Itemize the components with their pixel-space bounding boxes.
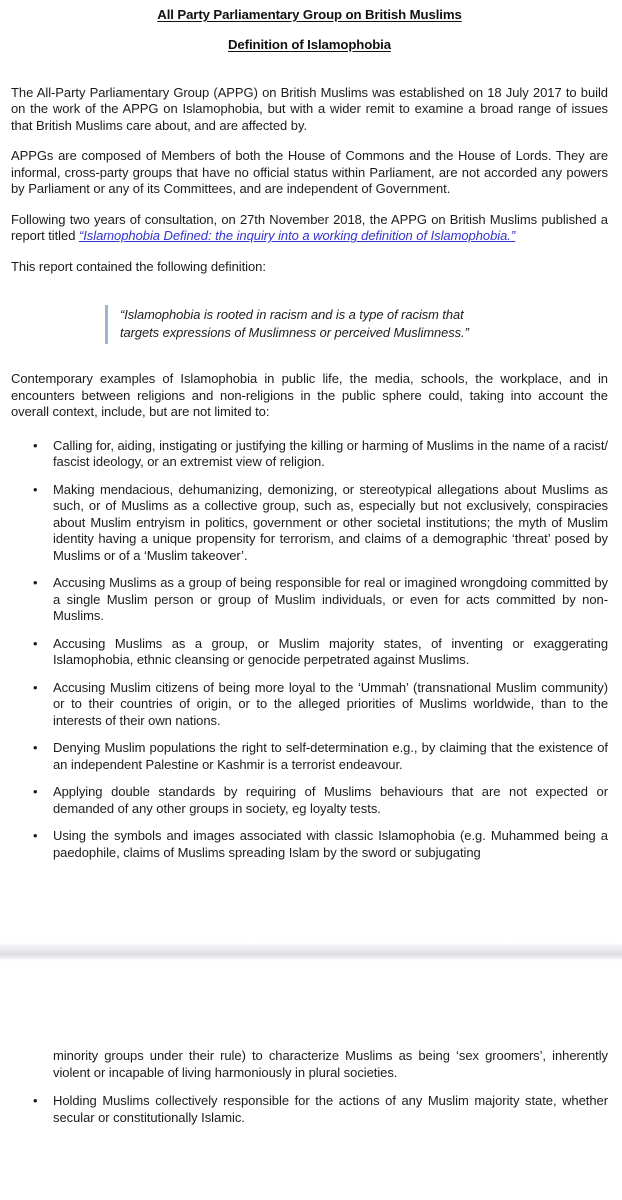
- definition-blockquote: [105, 305, 608, 344]
- bullet-icon: •: [33, 481, 38, 497]
- bullet-icon: •: [33, 740, 38, 756]
- paragraph-definition-lead: This report contained the following definition:: [11, 258, 266, 274]
- bullet-icon: •: [33, 1093, 38, 1109]
- document-page-two: [0, 1048, 622, 1126]
- page-subtitle: [11, 24, 608, 54]
- bullet-icon: •: [33, 437, 38, 453]
- bullet-icon: •: [33, 575, 38, 591]
- list-item: [11, 828, 608, 861]
- list-item: [11, 575, 608, 625]
- list-item-text: Applying double standards by requiring of Muslims behaviours that are not expected or demanded of any other groups in society, eg loyalty tests.: [53, 784, 608, 816]
- list-item: [11, 680, 608, 730]
- report-link[interactable]: “Islamophobia Defined: the inquiry into a working definition of Islamophobia.”: [78, 228, 516, 244]
- blockquote-line-1: “Islamophobia is rooted in racism and is a type of racism that: [120, 307, 464, 323]
- list-item: [11, 438, 608, 471]
- list-item: [11, 740, 608, 773]
- list-item-text: Making mendacious, dehumanizing, demonizing, or stereotypical allegations about Muslims as such, or of Muslims as a collective group, such as, especially but not exclusively, conspiracies about Muslim entryism in politics, government or other societal institutions; the myth of Muslim identity having a unique propensity for terrorism, and claims of a demographic ‘threat’ posed by Muslims or of a ‘Muslim takeover’.: [53, 481, 608, 563]
- examples-list-page-one: [11, 438, 608, 862]
- blockquote-line-2: targets expressions of Muslimness or perceived Muslimness.”: [120, 325, 469, 341]
- paragraph-report: [11, 212, 608, 245]
- list-item: [11, 784, 608, 817]
- bullet-icon: •: [33, 784, 38, 800]
- list-item-text: Holding Muslims collectively responsible for the actions of any Muslim majority state, whether secular or constitutionally Islamic.: [53, 1093, 608, 1125]
- bullet-icon: •: [33, 635, 38, 651]
- paragraph-report-lead: Following two years of consultation, on 27th November 2018, the APPG on British Muslims published a report titled: [11, 211, 608, 244]
- list-item: [11, 482, 608, 565]
- list-item: [11, 1093, 608, 1126]
- bullet-icon: •: [33, 679, 38, 695]
- paragraph-appgs: APPGs are composed of Members of both the House of Commons and the House of Lords. They are informal, cross-party groups that have no official status within Parliament, are not accorded any powers by Parliament or any of its Committees, and are independent of Government.: [11, 148, 608, 197]
- page-title-text: All Party Parliamentary Group on British Muslims: [157, 7, 462, 22]
- list-item-text: Using the symbols and images associated with classic Islamophobia (e.g. Muhammed being a paedophile, claims of Muslims spreading Islam by the sword or subjugating: [53, 828, 608, 860]
- list-item-text: Accusing Muslim citizens of being more loyal to the ‘Ummah’ (transnational Muslim community) or to their countries of origin, or to the alleged priorities of Muslims worldwide, than to the interests of their own nations.: [53, 679, 608, 728]
- bullet-icon: •: [33, 828, 38, 844]
- list-item: [11, 636, 608, 669]
- examples-list-page-two: [11, 1093, 608, 1126]
- list-item-text: Accusing Muslims as a group, or Muslim majority states, of inventing or exaggerating Islamophobia, ethnic cleansing or genocide perpetrated against Muslims.: [53, 635, 608, 668]
- page-subtitle-text: Definition of Islamophobia: [228, 36, 391, 52]
- page-break-separator: [0, 943, 622, 961]
- paragraph-contemporary: Contemporary examples of Islamophobia in public life, the media, schools, the workplace, and in encounters between religions and non-religions in the public sphere could, taking into account the overall context, include, but are not limited to:: [11, 371, 608, 420]
- list-item-text: Denying Muslim populations the right to self-determination e.g., by claiming that the existence of an independent Palestine or Kashmir is a terrorist endeavour.: [53, 740, 608, 772]
- page-title: [11, 0, 608, 24]
- list-item-text: Accusing Muslims as a group of being responsible for real or imagined wrongdoing committed by a single Muslim person or group of Muslim individuals, or even for acts committed by non-Muslims.: [53, 575, 608, 624]
- list-item-text: Calling for, aiding, instigating or justifying the killing or harming of Muslims in the name of a racist/ fascist ideology, or an extremist view of religion.: [53, 437, 608, 470]
- paragraph-intro: The All-Party Parliamentary Group (APPG) on British Muslims was established on 18 July 2017 to build on the work of the APPG on Islamophobia, but with a wider remit to examine a broad range of issues that British Muslims care about, and are affected by.: [11, 84, 608, 133]
- bullet-continuation-text: minority groups under their rule) to characterize Muslims as being ‘sex groomers’, inherently violent or incapable of living harmoniously in plural societies.: [53, 1048, 608, 1080]
